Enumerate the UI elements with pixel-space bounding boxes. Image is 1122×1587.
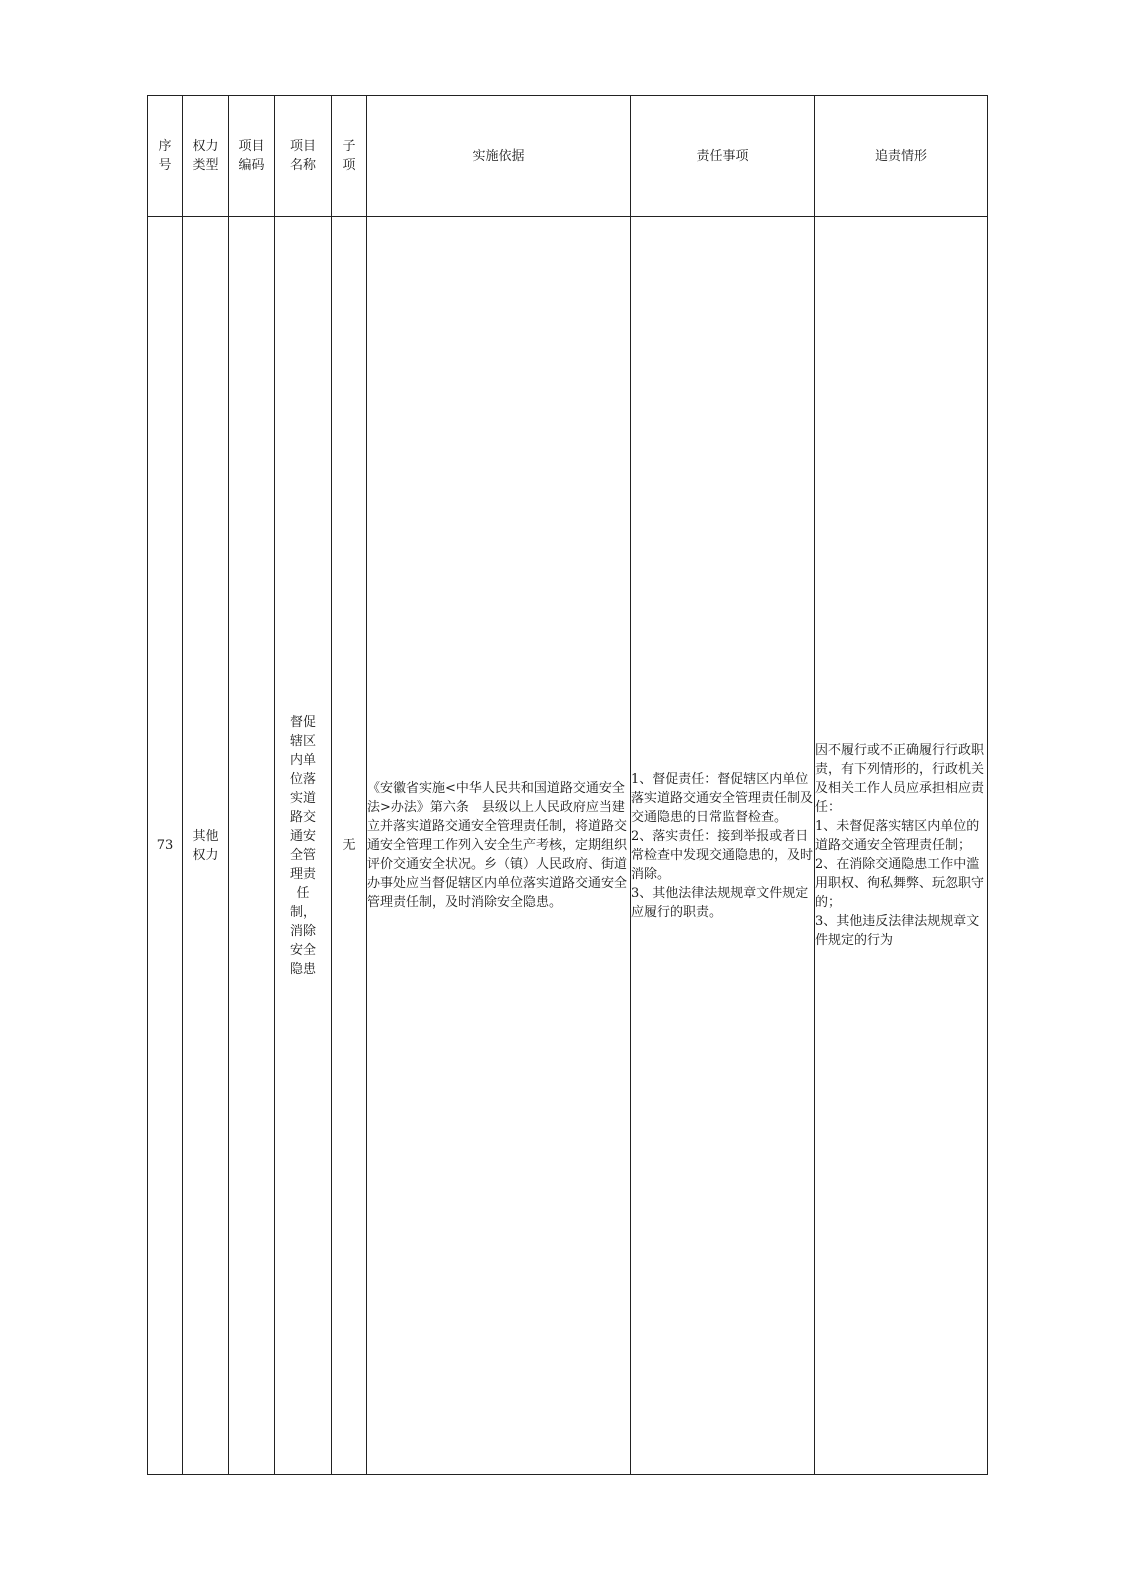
responsibility-item: 2、落实责任：接到举报或者日常检查中发现交通隐患的，及时消除。 [631, 828, 814, 882]
cell-seq: 73 [148, 217, 183, 1475]
accountability-item: 3、其他违反法律法规规章文件规定的行为 [815, 914, 980, 948]
header-seq: 序号 [148, 96, 183, 217]
accountability-item: 2、在消除交通隐患工作中滥用职权、徇私舞弊、玩忽职守的； [815, 857, 985, 910]
cell-power-type: 其他权力 [183, 217, 229, 1475]
header-item-name: 项目名称 [275, 96, 332, 217]
accountability-list [815, 741, 987, 950]
header-power-type: 权力类型 [183, 96, 229, 217]
cell-accountability [815, 217, 988, 1475]
accountability-item: 1、未督促落实辖区内单位的道路交通安全管理责任制； [815, 819, 980, 853]
header-sub-item: 子项 [332, 96, 367, 217]
cell-sub-item: 无 [332, 217, 367, 1475]
cell-item-code [229, 217, 275, 1475]
cell-item-name: 督促辖区内单位落实道路交通安全管理责任制，消除安全隐患 [275, 217, 332, 1475]
header-row [148, 96, 988, 217]
responsibility-item: 3、其他法律法规规章文件规定应履行的职责。 [631, 885, 809, 920]
header-accountability: 追责情形 [815, 96, 988, 217]
cell-basis [367, 217, 631, 1475]
responsibilities-list [631, 770, 814, 922]
header-item-code: 项目编码 [229, 96, 275, 217]
header-basis: 实施依据 [367, 96, 631, 217]
table-row [148, 217, 988, 1475]
header-responsibilities: 责任事项 [631, 96, 815, 217]
cell-responsibilities [631, 217, 815, 1475]
responsibility-item: 1、督促责任：督促辖区内单位落实道路交通安全管理责任制及交通隐患的日常监督检查。 [631, 771, 814, 825]
accountability-item: 因不履行或不正确履行行政职责，有下列情形的，行政机关及相关工作人员应承担相应责任： [815, 743, 985, 815]
basis-text: 《安徽省实施<中华人民共和国道路交通安全法>办法》第六条 县级以上人民政府应当建立并落实道路交通安全管理责任制，将道路交通安全管理工作列入安全生产考核，定期组织评价交通安全状况。乡（镇）人民政府、街道办事处应当督促辖区内单位落实道路交通安全管理责任制，及时消除安全隐患。 [367, 781, 628, 910]
power-list-table [147, 95, 988, 1475]
